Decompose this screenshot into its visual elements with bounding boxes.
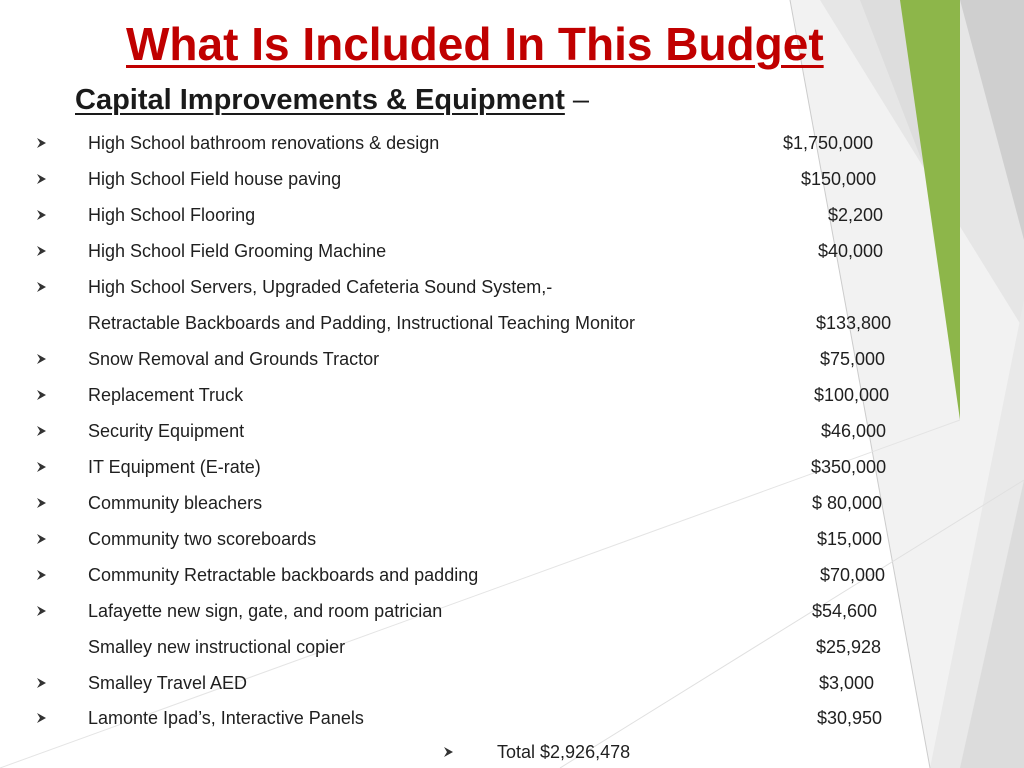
budget-item-label: Smalley Travel AED <box>88 673 248 693</box>
total-amount: Total $2,926,478 <box>497 742 631 762</box>
arrowhead-bullet-icon <box>37 277 51 295</box>
budget-item-label: High School Flooring <box>88 205 256 225</box>
budget-item-label: Security Equipment <box>88 421 245 441</box>
budget-item-amount: $40,000 <box>818 241 884 261</box>
budget-item-label: Community Retractable backboards and padding <box>88 565 479 585</box>
budget-item-row <box>0 239 1024 263</box>
budget-item-amount: $2,200 <box>828 205 884 225</box>
budget-item-label: Community two scoreboards <box>88 529 317 549</box>
budget-item-row <box>0 671 1024 695</box>
budget-item-amount: $15,000 <box>817 529 883 549</box>
arrowhead-bullet-icon <box>37 205 51 223</box>
budget-item-label: High School Field house paving <box>88 169 342 189</box>
budget-item-amount: $ 80,000 <box>812 493 883 513</box>
total-row <box>440 740 740 764</box>
budget-item-label: Replacement Truck <box>88 385 244 405</box>
budget-item-amount: $350,000 <box>811 457 887 477</box>
budget-item-row <box>0 311 1024 335</box>
arrowhead-bullet-icon <box>37 529 51 547</box>
budget-item-label: High School bathroom renovations & design <box>88 133 440 153</box>
budget-item-row <box>0 491 1024 515</box>
budget-item-row <box>0 167 1024 191</box>
budget-item-label: IT Equipment (E-rate) <box>88 457 261 477</box>
budget-item-label: Retractable Backboards and Padding, Instructional Teaching Monitor <box>88 313 635 333</box>
arrowhead-bullet-icon <box>37 421 51 439</box>
budget-item-row <box>0 563 1024 587</box>
budget-item-row <box>0 527 1024 551</box>
arrowhead-bullet-icon <box>37 565 51 583</box>
arrowhead-bullet-icon <box>37 673 51 691</box>
budget-item-row <box>0 455 1024 479</box>
arrowhead-bullet-icon <box>37 241 51 259</box>
budget-item-row <box>0 131 1024 155</box>
budget-item-amount: $30,950 <box>817 708 883 728</box>
arrowhead-bullet-icon <box>37 133 51 151</box>
arrowhead-bullet-icon <box>37 457 51 475</box>
budget-item-amount: $150,000 <box>801 169 877 189</box>
budget-item-amount: $133,800 <box>816 313 892 333</box>
budget-item-row <box>0 599 1024 623</box>
arrowhead-bullet-icon <box>444 742 458 760</box>
budget-item-row <box>0 383 1024 407</box>
budget-item-amount: $75,000 <box>820 349 886 369</box>
arrowhead-bullet-icon <box>37 349 51 367</box>
page-title: What Is Included In This Budget <box>126 18 824 70</box>
budget-item-amount: $3,000 <box>819 673 875 693</box>
arrowhead-bullet-icon <box>37 169 51 187</box>
budget-item-label: Lamonte Ipad’s, Interactive Panels <box>88 708 364 728</box>
budget-item-row <box>0 203 1024 227</box>
budget-item-row <box>0 275 1024 299</box>
arrowhead-bullet-icon <box>37 493 51 511</box>
section-heading-text: Capital Improvements & Equipment <box>75 84 565 116</box>
arrowhead-bullet-icon <box>37 601 51 619</box>
budget-item-label: High School Field Grooming Machine <box>88 241 387 261</box>
budget-item-label: High School Servers, Upgraded Cafeteria Sound System,- <box>88 277 553 297</box>
budget-item-label: Lafayette new sign, gate, and room patrician <box>88 601 443 621</box>
budget-item-row <box>0 706 1024 730</box>
budget-item-row <box>0 419 1024 443</box>
budget-item-amount: $70,000 <box>820 565 886 585</box>
budget-item-amount: $46,000 <box>821 421 887 441</box>
budget-item-amount: $100,000 <box>814 385 890 405</box>
budget-item-amount: $1,750,000 <box>783 133 874 153</box>
section-heading-dash: – <box>572 84 589 116</box>
budget-item-label: Smalley new instructional copier <box>88 637 346 657</box>
budget-item-label: Snow Removal and Grounds Tractor <box>88 349 380 369</box>
arrowhead-bullet-icon <box>37 385 51 403</box>
budget-item-amount: $54,600 <box>812 601 878 621</box>
budget-item-row <box>0 347 1024 371</box>
budget-item-label: Community bleachers <box>88 493 263 513</box>
budget-item-amount: $25,928 <box>816 637 882 657</box>
arrowhead-bullet-icon <box>37 708 51 726</box>
section-heading <box>75 80 589 120</box>
budget-item-row <box>0 635 1024 659</box>
